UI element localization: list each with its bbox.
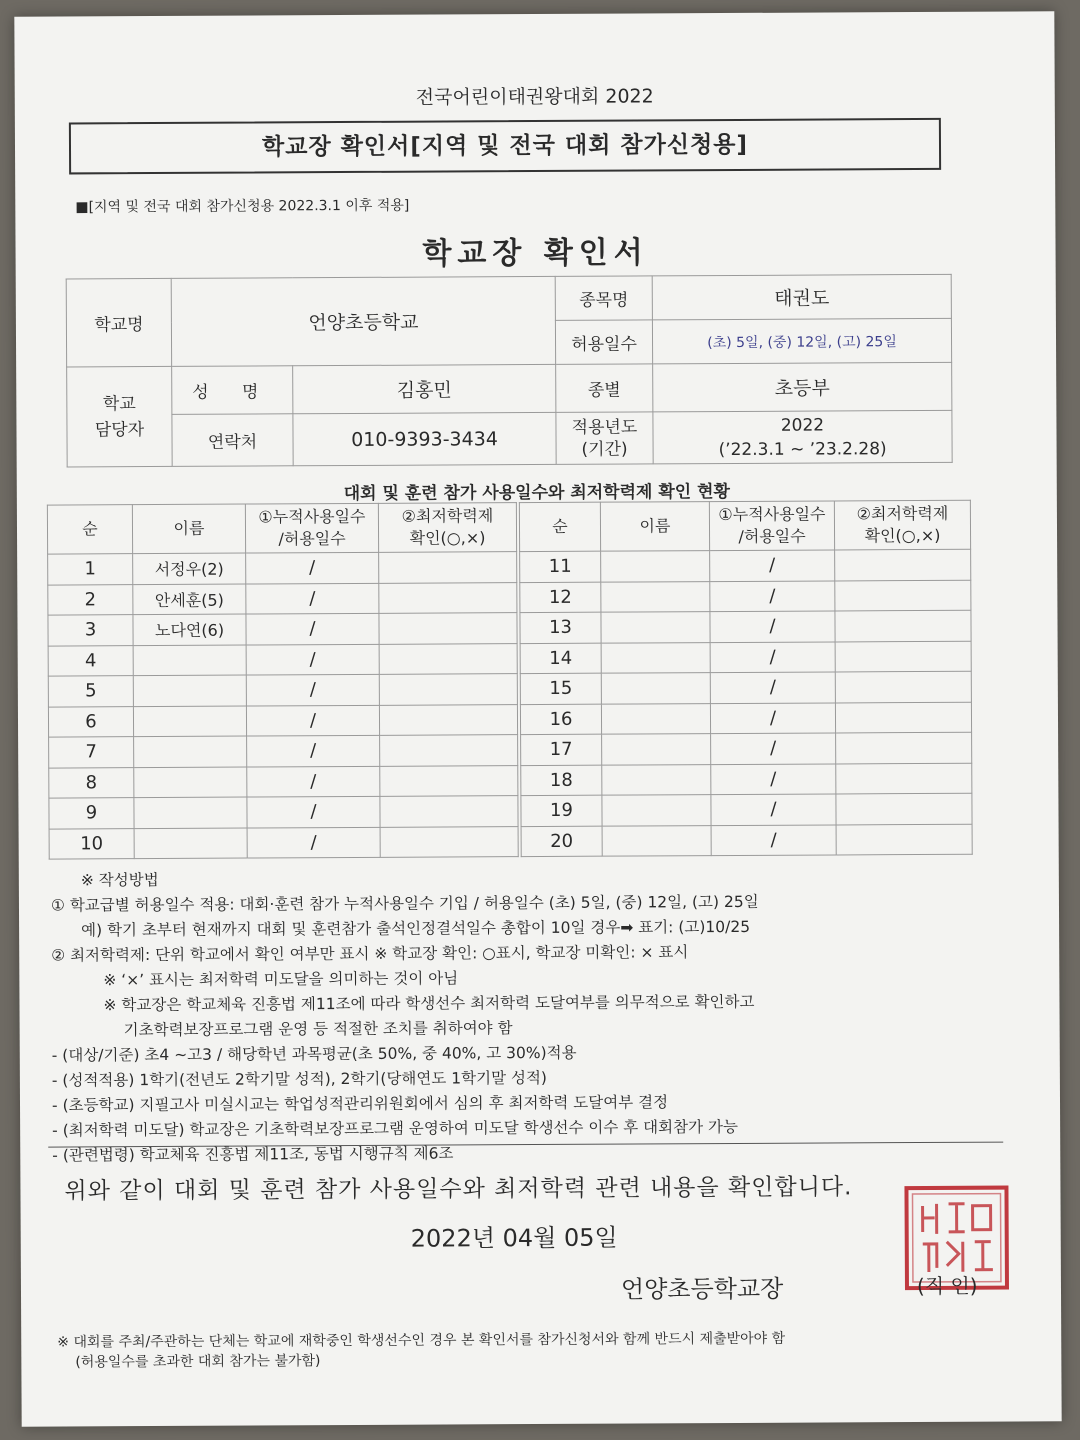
row-number: 5 <box>48 676 133 707</box>
row-name <box>133 706 246 737</box>
table-row <box>48 552 517 585</box>
contact-value: 010-9393-3434 <box>293 412 556 465</box>
row-days: / <box>710 580 835 611</box>
row-name: 안세훈(5) <box>133 584 246 615</box>
method-line: ② 최저학력제: 단위 학교에서 확인 여부만 표시 ※ 학교장 확인: ○표시, 학교장 미확인: × 표시 <box>51 943 689 965</box>
table-row <box>521 793 972 826</box>
row-days: / <box>711 733 836 764</box>
sport-value: 태권도 <box>652 274 951 320</box>
row-days: / <box>711 763 836 794</box>
row-name <box>601 581 710 612</box>
row-days: / <box>247 766 380 797</box>
row-number: 10 <box>49 828 134 859</box>
row-number: 4 <box>48 645 133 676</box>
row-check <box>835 641 971 672</box>
col-name: 이름 <box>132 504 245 554</box>
row-number: 16 <box>520 704 601 735</box>
table-row <box>48 643 517 676</box>
event-title: 전국어린이태권왕대회 2022 <box>415 85 654 109</box>
table-row <box>49 735 518 768</box>
row-check <box>836 763 972 794</box>
table-row <box>521 824 972 857</box>
row-days: / <box>247 827 380 858</box>
year-label: 적용년도 (기간) <box>556 412 653 465</box>
method-line: 기초학력보장프로그램 운영 등 적절한 조치를 취하여야 함 <box>123 1019 513 1040</box>
footnote-line: (허용일수를 초과한 대회 참가는 불가함) <box>75 1353 321 1371</box>
row-days: / <box>710 702 835 733</box>
table-row <box>521 763 972 796</box>
table-row <box>49 826 518 859</box>
row-name <box>601 551 710 582</box>
manager-label: 학교 담당자 <box>67 366 173 467</box>
row-check <box>380 826 518 857</box>
row-days: / <box>246 552 379 583</box>
row-number: 1 <box>48 554 133 585</box>
row-check <box>380 735 518 766</box>
table-row <box>520 671 971 704</box>
row-number: 15 <box>520 673 601 704</box>
confirmation-statement: 위와 같이 대회 및 훈련 참가 사용일수와 최저학력 관련 내용을 확인합니다. <box>64 1174 853 1205</box>
row-check <box>379 613 517 644</box>
table-row <box>48 704 517 737</box>
row-check <box>835 610 971 641</box>
table-row <box>521 732 972 765</box>
document-title: 학교장 확인서 <box>422 235 649 272</box>
row-check <box>380 765 518 796</box>
table-row <box>520 702 971 735</box>
row-check <box>379 582 517 613</box>
row-name <box>602 734 711 765</box>
type-label: 종별 <box>556 364 653 413</box>
year-cell <box>653 410 952 464</box>
name-label: 성 명 <box>172 366 293 415</box>
type-value: 초등부 <box>653 362 952 412</box>
row-number: 19 <box>521 795 602 826</box>
footnote-line: ※ 대회를 주최/주관하는 단체는 학교에 재학중인 학생선수인 경우 본 확인서를 참가신청서와 함께 반드시 제출받아야 함 <box>57 1330 786 1351</box>
row-number: 3 <box>48 615 133 646</box>
usage-rows-right <box>520 549 973 856</box>
row-name <box>134 797 247 828</box>
table-row <box>48 613 517 646</box>
row-number: 8 <box>49 767 134 798</box>
contact-label: 연락처 <box>172 414 293 467</box>
period-value: (’22.3.1 ~ ’23.2.28) <box>718 438 887 460</box>
method-line: ※ 학교장은 학교체육 진흥법 제11조에 따라 학생선수 최저학력 도달여부를 의무적으로 확인하고 <box>103 992 755 1015</box>
row-name: 노다연(6) <box>133 614 246 645</box>
school-info-table <box>66 274 953 468</box>
col-no: 순 <box>519 502 600 551</box>
row-number: 9 <box>49 798 134 829</box>
footnote <box>57 1329 785 1373</box>
row-check <box>835 702 971 733</box>
row-name <box>602 825 711 856</box>
row-number: 2 <box>48 584 133 615</box>
col-days: ①누적사용일수 /허용일수 <box>245 503 378 553</box>
row-check <box>835 671 971 702</box>
table-row <box>520 610 971 643</box>
row-check <box>835 580 971 611</box>
row-number: 7 <box>49 737 134 768</box>
row-check <box>379 704 517 735</box>
row-check <box>836 793 972 824</box>
name-value: 김홍민 <box>293 364 556 413</box>
table-row <box>49 765 518 798</box>
principal-name: 언양초등학교장 <box>620 1274 784 1304</box>
usage-table-right <box>519 500 973 857</box>
row-name <box>601 642 710 673</box>
table-row <box>49 796 518 829</box>
table-row <box>520 641 971 674</box>
row-name <box>601 673 710 704</box>
apply-note: ■[지역 및 전국 대회 참가신청용 2022.3.1 이후 적용] <box>75 197 410 216</box>
row-name <box>133 645 246 676</box>
row-days: / <box>710 672 835 703</box>
row-name <box>134 767 247 798</box>
row-days: / <box>711 794 836 825</box>
row-check <box>835 549 971 580</box>
row-days: / <box>710 550 835 581</box>
col-check: ②최저학력제 확인(○,×) <box>834 500 970 550</box>
row-days: / <box>247 735 380 766</box>
school-label: 학교명 <box>66 278 171 367</box>
method-line: - (관련법령) 학교체육 진흥법 제11조, 동법 시행규칙 제6조 <box>52 1144 454 1165</box>
usage-section-heading: 대회 및 훈련 참가 사용일수와 최저학력제 확인 현황 <box>343 481 731 505</box>
method-line: ① 학교급별 허용일수 적용: 대회·훈련 참가 누적사용일수 기입 / 허용일수 (초) 5일, (중) 12일, (고) 25일 <box>50 892 759 915</box>
method-line: 예) 학기 초부터 현재까지 대회 및 훈련참가 출석인정결석일수 총합이 10일 경우➡ 표기: (고)10/25 <box>81 917 751 940</box>
row-name <box>134 828 247 859</box>
row-number: 6 <box>48 706 133 737</box>
row-check <box>836 824 972 855</box>
row-number: 17 <box>521 734 602 765</box>
confirmation-document <box>14 11 1061 1426</box>
row-days: / <box>246 613 379 644</box>
seal-label: (직 인) <box>916 1273 978 1299</box>
table-row <box>520 549 971 582</box>
usage-rows-left <box>48 552 519 859</box>
row-name <box>602 764 711 795</box>
school-value: 언양초등학교 <box>171 276 555 366</box>
table-row <box>48 674 517 707</box>
row-check <box>379 552 517 583</box>
row-number: 18 <box>521 765 602 796</box>
row-number: 11 <box>520 551 601 582</box>
row-days: / <box>710 611 835 642</box>
row-number: 13 <box>520 612 601 643</box>
row-name <box>602 795 711 826</box>
row-number: 14 <box>520 643 601 674</box>
col-no: 순 <box>47 505 132 554</box>
row-days: / <box>710 641 835 672</box>
row-check <box>836 732 972 763</box>
year-value: 2022 <box>780 414 825 436</box>
row-name <box>133 675 246 706</box>
form-title-box: 학교장 확인서[지역 및 전국 대회 참가신청용] <box>69 118 941 175</box>
row-days: / <box>711 824 836 855</box>
col-days: ①누적사용일수 /허용일수 <box>709 501 834 551</box>
row-days: / <box>247 796 380 827</box>
col-name: 이름 <box>600 502 709 552</box>
row-check <box>380 796 518 827</box>
writing-instructions <box>51 864 1013 1169</box>
method-line: - (초등학교) 지필고사 미실시교는 학업성적관리위원회에서 심의 후 최저학력 도달여부 결정 <box>51 1093 669 1115</box>
issue-date: 2022년 04월 05일 <box>410 1223 618 1253</box>
allow-value: (초) 5일, (중) 12일, (고) 25일 <box>652 318 951 364</box>
row-check <box>379 643 517 674</box>
row-name <box>601 612 710 643</box>
table-row <box>48 582 517 615</box>
usage-table-left <box>47 502 519 859</box>
row-name <box>601 703 710 734</box>
row-days: / <box>246 674 379 705</box>
method-line: - (성적적용) 1학기(전년도 2학기말 성적), 2학기(당해연도 1학기말 성적) <box>51 1068 548 1090</box>
row-number: 20 <box>521 826 602 857</box>
method-line: - (최저학력 미도달) 학교장은 기초학력보장프로그램 운영하여 미도달 학생선수 이수 후 대회참가 가능 <box>52 1117 738 1140</box>
row-days: / <box>246 705 379 736</box>
method-line: - (대상/기준) 초4 ~고3 / 해당학년 과목평균(초 50%, 중 40%, 고 30%)적용 <box>51 1043 577 1065</box>
method-title: ※ 작성방법 <box>80 870 159 890</box>
row-name <box>134 736 247 767</box>
allow-label: 허용일수 <box>555 320 652 365</box>
table-row <box>520 580 971 613</box>
sport-label: 종목명 <box>555 276 652 321</box>
col-check: ②최저학력제 확인(○,×) <box>378 503 516 553</box>
method-line: ※ ‘×’ 표시는 최저학력 미도달을 의미하는 것이 아님 <box>103 969 459 990</box>
row-days: / <box>246 644 379 675</box>
row-name: 서정우(2) <box>133 553 246 584</box>
row-days: / <box>246 583 379 614</box>
row-number: 12 <box>520 582 601 613</box>
row-check <box>379 674 517 705</box>
